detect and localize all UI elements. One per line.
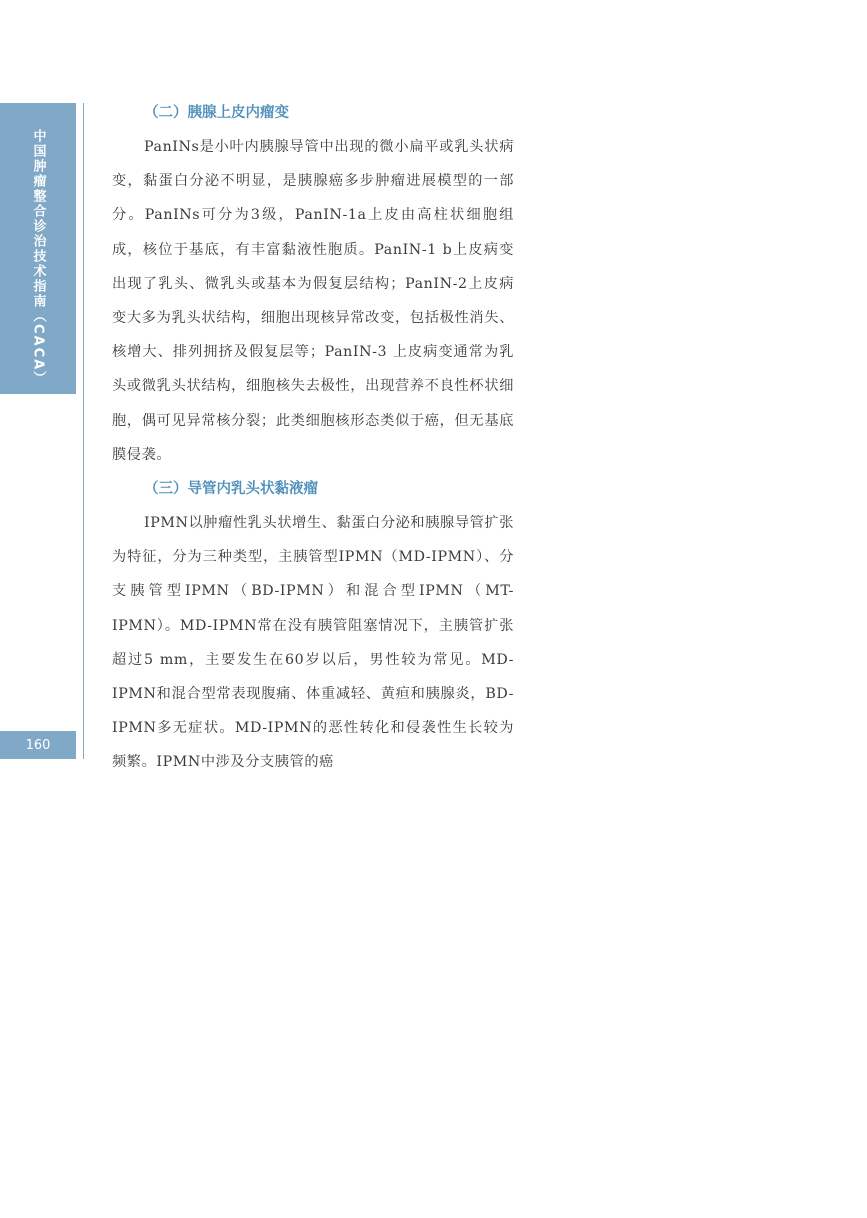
- section-paragraph-ipmn: IPMN以肿瘤性乳头状增生、黏蛋白分泌和胰腺导管扩张为特征，分为三种类型，主胰管型IPMN（MD-IPMN）、分支胰管型IPMN（BD-IPMN）和混合型IPMN（MT-IPMN）。MD-IPMN常在没有胰管阻塞情况下，主胰管扩张超过5 mm，主要发生在60岁以后，男性较为常见。MD-IPMN和混合型常表现腹痛、体重减轻、黄疸和胰腺炎，BD-IPMN多无症状。MD-IPMN的恶性转化和侵袭性生长较为频繁。IPMN中涉及分支胰管的癌: [112, 515, 514, 771]
- main-content: [112, 96, 514, 780]
- margin-rule: [83, 103, 84, 759]
- book-title: 中国肿瘤整合诊治技术指南（CACA）: [30, 129, 46, 387]
- side-tab: [0, 103, 76, 394]
- section-paragraph-pancreatic-intraepithelial-neoplasia: PanINs是小叶内胰腺导管中出现的微小扁平或乳头状病变，黏蛋白分泌不明显，是胰腺癌多步肿瘤进展模型的一部分。PanINs可分为3级，PanIN-1a上皮由高柱状细胞组成，核位于基底，有丰富黏液性胞质。PanIN-1 b上皮病变出现了乳头、微乳头或基本为假复层结构；PanIN-2上皮病变大多为乳头状结构，细胞出现核异常改变，包括极性消失、核增大、排列拥挤及假复层等；PanIN-3 上皮病变通常为乳头或微乳头状结构，细胞核失去极性，出现营养不良性杯状细胞，偶可见异常核分裂；此类细胞核形态类似于癌，但无基底膜侵袭。: [112, 139, 514, 463]
- section-heading-ipmn: （三）导管内乳头状黏液瘤: [144, 481, 318, 498]
- page-number: 160: [0, 731, 76, 759]
- section-heading-pancreatic-intraepithelial-neoplasia: （二）胰腺上皮内瘤变: [144, 105, 289, 121]
